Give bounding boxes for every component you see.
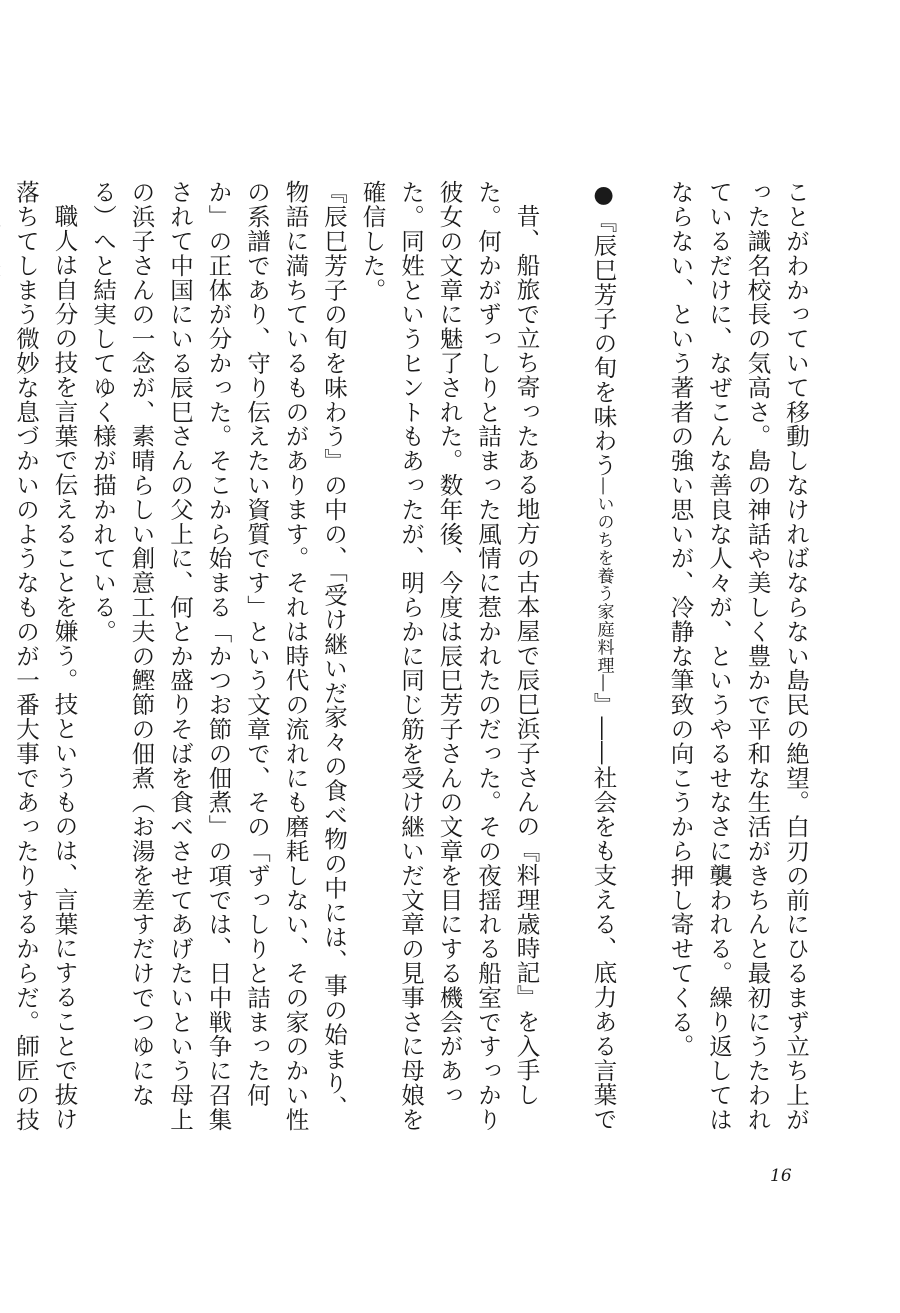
bullet-icon: ●: [589, 180, 618, 209]
paragraph-continued: ことがわかっていて移動しなければならない島民の絶望。白刃の前にひるまず立ち上がった識名校長の気高さ。島の神話や美しく豊かで平和な生活がきちんと最初にうたわれているだけに、なぜこんな善良な人々が、というやるせなさに襲われる。繰り返してはならない、という著者の強い思いが、冷静な筆致の向こうから押し寄せてくる。: [666, 180, 810, 1132]
paragraph-spacer: [546, 180, 585, 181]
book-title: 『辰巳芳子の旬を味わう: [589, 208, 618, 478]
vertical-text-block: [12, 180, 815, 1140]
paragraph-spacer: [623, 180, 662, 181]
page-number: 16: [770, 1166, 792, 1186]
paragraph: 職人は自分の技を言葉で伝えることを嫌う。技というものは、言葉にすることで抜け落ちてしまう微妙な息づかいのようなものが一番大事であったりするからだ。師匠の技: [12, 180, 79, 1132]
book-subtitle: ―いのちを養う家庭料理―: [593, 477, 614, 693]
paragraph: 昔、船旅で立ち寄ったある地方の古本屋で辰巳浜子さんの『料理歳時記』を入手した。何かがずっしりと詰まった風情に惹かれたのだった。その夜揺れる船室ですっかり彼女の文章に魅了された。数年後、今度は辰巳芳子さんの文章を目にする機会があった。同姓というヒントもあったが、明らかに同じ筋を受け継いだ文章の見事さに母娘を確信した。: [358, 180, 541, 1132]
paragraph: 『辰巳芳子の旬を味わう』の中の、「受け継いだ家々の食べ物の中には、事の始まり、物語に満ちているものがあります。それは時代の流れにも磨耗しない、その家のかい性の系譜であり、守り伝えたい資質です」という文章で、その「ずっしりと詰まった何か」の正体が分かった。そこから始まる「かつお節の佃煮」の項では、日中戦争に召集されて中国にいる辰巳さんの父上に、何とか盛りそばを食べさせてあげたいという母上の浜子さんの一念が、素晴らしい創意工夫の鰹節の佃煮（お湯を差すだけでつゆになる）へと結実してゆく様が描かれている。: [89, 180, 348, 1132]
section-heading: [584, 180, 623, 1140]
heading-tail: 』――社会をも支える、底力ある言葉で: [589, 692, 618, 1132]
